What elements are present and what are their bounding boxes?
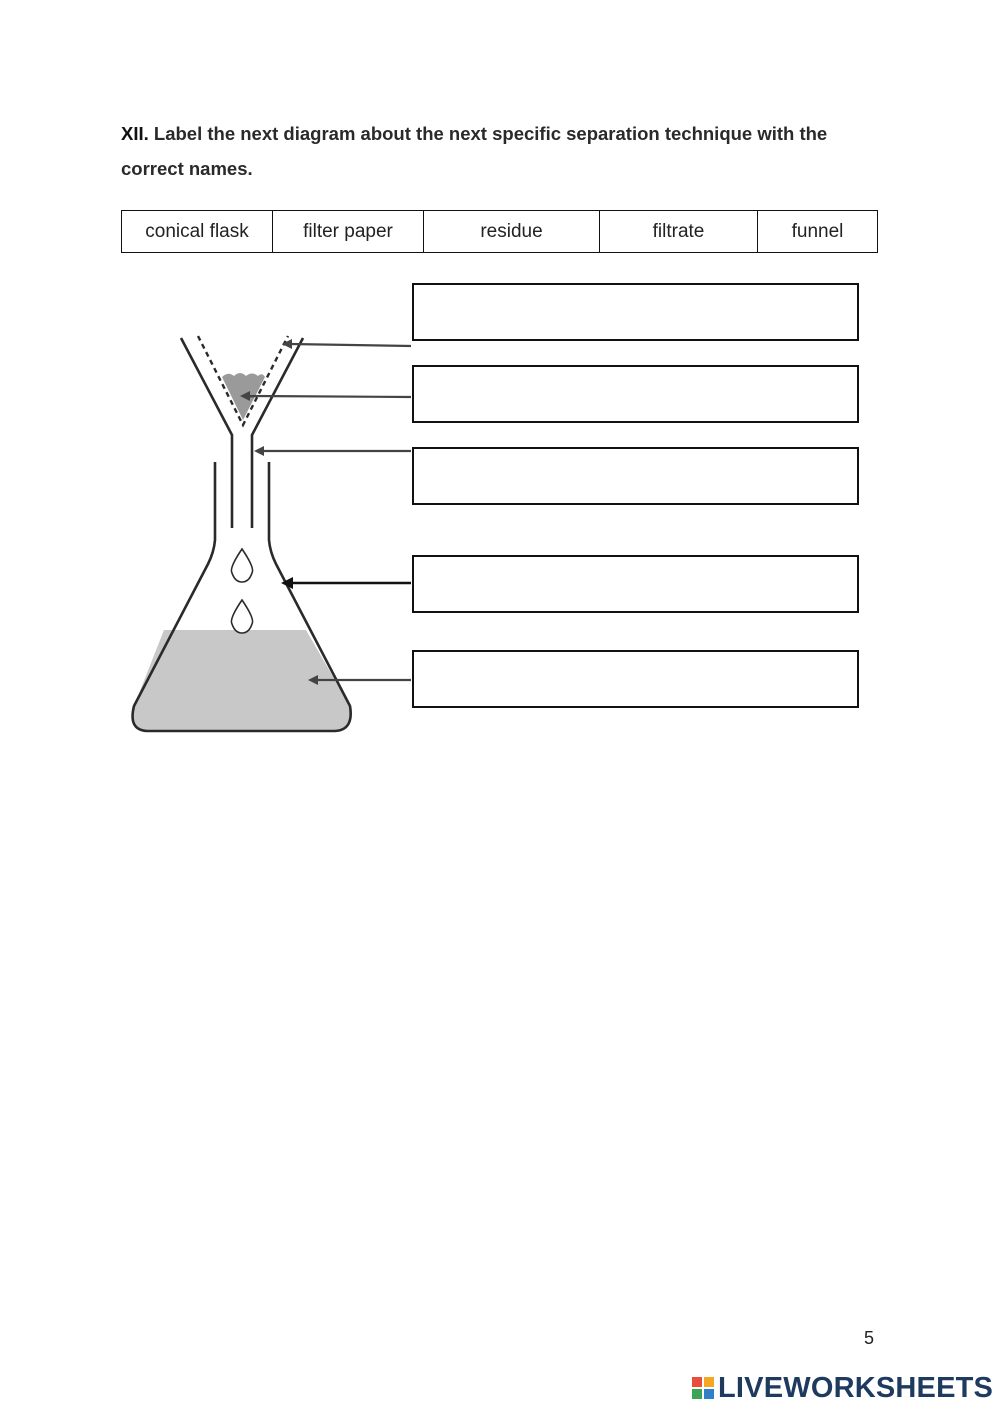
leader-line bbox=[240, 391, 411, 401]
droplet-shape bbox=[231, 549, 252, 582]
funnel-outline bbox=[181, 338, 303, 528]
droplet-shape bbox=[231, 600, 252, 633]
answer-box-residue[interactable] bbox=[412, 365, 859, 423]
liveworksheets-logo-icon bbox=[692, 1377, 714, 1399]
liveworksheets-brand bbox=[692, 1372, 993, 1404]
word-bank-item: residue bbox=[424, 211, 600, 253]
question-number: XII. bbox=[121, 123, 149, 144]
word-bank-item: filter paper bbox=[273, 211, 424, 253]
answer-box-conical-flask[interactable] bbox=[412, 555, 859, 613]
brand-name: LIVEWORKSHEETS bbox=[718, 1372, 994, 1404]
leader-line bbox=[281, 577, 411, 589]
answer-box-filter-paper[interactable] bbox=[412, 283, 859, 341]
word-bank-item: funnel bbox=[758, 211, 878, 253]
word-bank-item: conical flask bbox=[122, 211, 273, 253]
answer-box-funnel[interactable] bbox=[412, 447, 859, 505]
word-bank-item: filtrate bbox=[600, 211, 758, 253]
question-text: Label the next diagram about the next specific separation technique with the correct names. bbox=[121, 123, 828, 179]
answer-box-filtrate[interactable] bbox=[412, 650, 859, 708]
leader-line bbox=[254, 446, 411, 456]
page-number: 5 bbox=[864, 1328, 875, 1348]
